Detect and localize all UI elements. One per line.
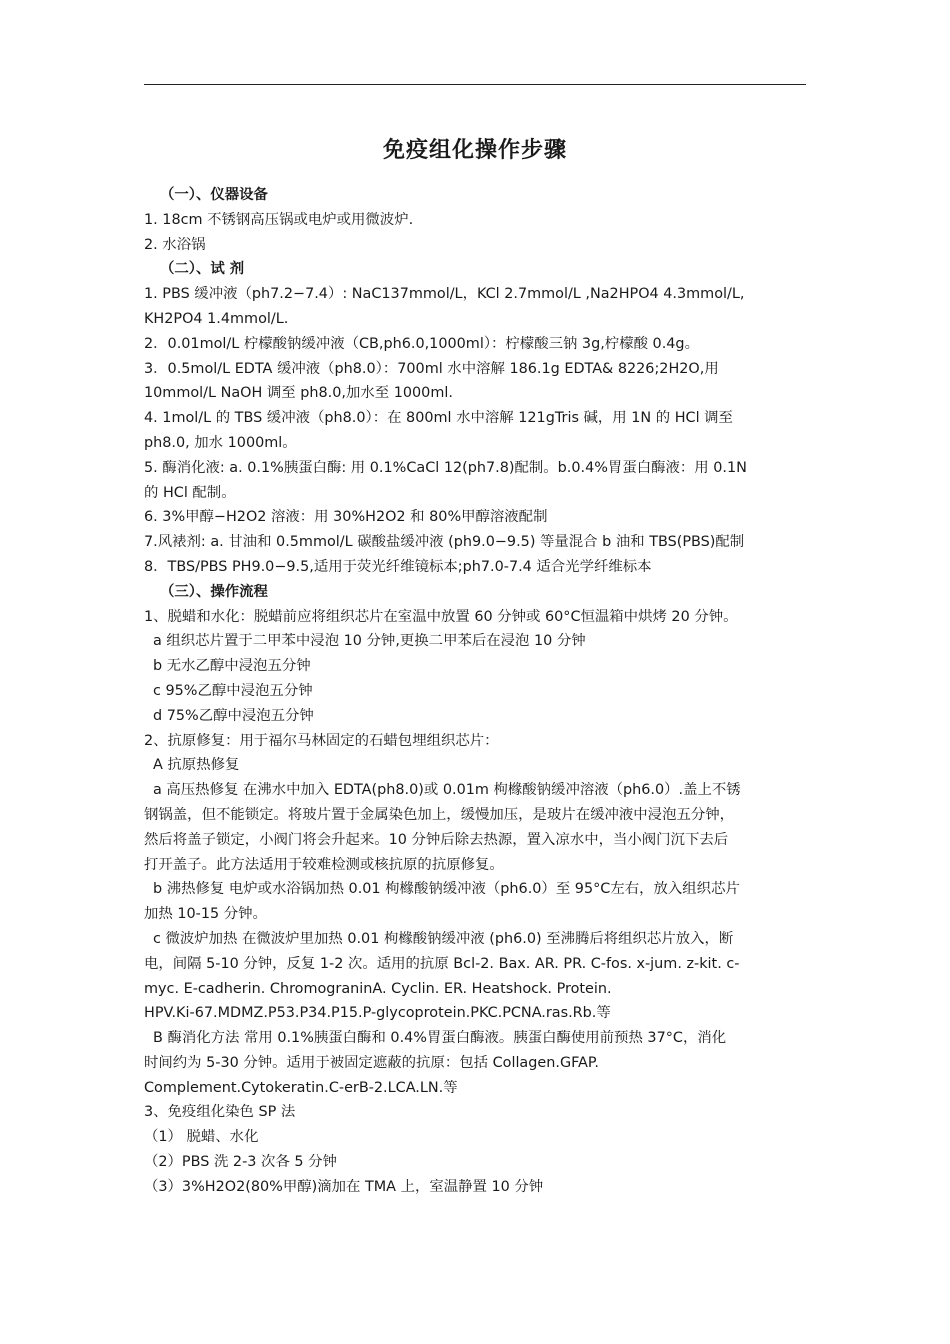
text-line: myc. E-cadherin. ChromograninA. Cyclin. ER. Heatshock. Protein. — [144, 980, 612, 997]
text-line: b 无水乙醇中浸泡五分钟 — [153, 658, 311, 675]
text-line: c 95%乙醇中浸泡五分钟 — [153, 682, 313, 699]
text-line: 3．0.5mol/L EDTA 缓冲液（ph8.0）：700ml 水中溶解 186.1g EDTA& 8226;2H2O,用 — [144, 360, 719, 377]
text-line: 1、脱蜡和水化：脱蜡前应将组织芯片在室温中放置 60 分钟或 60°C恒温箱中烘烤 20 分钟。 — [144, 608, 738, 625]
section-heading: （一）、仪器设备 — [160, 187, 268, 203]
text-line: 2、抗原修复：用于福尔马林固定的石蜡包埋组织芯片： — [144, 732, 499, 749]
text-line: 7.风裱剂: a. 甘油和 0.5mmol/L 碳酸盐缓冲液 (ph9.0−9.5) 等量混合 b 油和 TBS(PBS)配制 — [144, 534, 745, 551]
text-line: a 高压热修复 在沸水中加入 EDTA(ph8.0)或 0.01m 枸橼酸钠缓冲溶液（ph6.0）.盖上不锈 — [153, 782, 741, 799]
text-line: B 酶消化方法 常用 0.1%胰蛋白酶和 0.4%胃蛋白酶液。胰蛋白酶使用前预热 37°C，消化 — [153, 1030, 727, 1047]
text-line: 5. 酶消化液: a. 0.1%胰蛋白酶: 用 0.1%CaCl 12(ph7.8)配制。b.0.4%胃蛋白酶液：用 0.1N — [144, 459, 747, 476]
text-line: 的 HCl 配制。 — [144, 484, 236, 501]
text-line: A 抗原热修复 — [153, 757, 240, 774]
text-line: a 组织芯片置于二甲苯中浸泡 10 分钟,更换二甲苯后在浸泡 10 分钟 — [153, 633, 586, 650]
section-heading: （二）、试 剂 — [160, 261, 245, 278]
text-line: 4. 1mol/L 的 TBS 缓冲液（ph8.0）：在 800ml 水中溶解 121gTris 碱，用 1N 的 HCl 调至 — [144, 410, 733, 427]
document-title: 免疫组化操作步骤 — [382, 138, 567, 163]
text-line: 10mmol/L NaOH 调至 ph8.0,加水至 1000ml. — [144, 385, 453, 402]
section-heading: （三）、操作流程 — [160, 583, 268, 600]
text-line: c 微波炉加热 在微波炉里加热 0.01 枸橼酸钠缓冲液 (ph6.0) 至沸腾后将组织芯片放入，断 — [153, 930, 734, 947]
text-line: （1） 脱蜡、水化 — [144, 1129, 259, 1146]
document-body — [144, 183, 808, 1200]
text-line: 打开盖子。此方法适用于较难检测或核抗原的抗原修复。 — [144, 856, 504, 873]
text-line: 6. 3%甲醇−H2O2 溶液：用 30%H2O2 和 80%甲醇溶液配制 — [144, 509, 548, 526]
text-line: Complement.Cytokeratin.C-erB-2.LCA.LN.等 — [144, 1079, 458, 1096]
text-line: 8．TBS/PBS PH9.0−9.5,适用于荧光纤维镜标本;ph7.0-7.4 适合光学纤维标本 — [144, 558, 652, 575]
text-line: ph8.0, 加水 1000ml。 — [144, 434, 297, 451]
text-line: 3、免疫组化染色 SP 法 — [144, 1104, 296, 1121]
text-line: HPV.Ki-67.MDMZ.P53.P34.P15.P-glycoprotein.PKC.PCNA.ras.Rb.等 — [144, 1005, 611, 1022]
text-line: 时间约为 5-30 分钟。适用于被固定遮蔽的抗原：包括 Collagen.GFAP. — [144, 1054, 599, 1071]
text-line: （2）PBS 洗 2-3 次各 5 分钟 — [144, 1154, 337, 1171]
text-line: 钢锅盖，但不能锁定。将玻片置于金属染色加上，缓慢加压，是玻片在缓冲液中浸泡五分钟， — [144, 806, 735, 823]
text-line: 1. PBS 缓冲液（ph7.2−7.4）: NaC137mmol/L，KCl 2.7mmol/L ,Na2HPO4 4.3mmol/L, — [144, 286, 745, 303]
text-line: 2. 水浴锅 — [144, 236, 206, 253]
text-line: 2．0.01mol/L 柠檬酸钠缓冲液（CB,ph6.0,1000ml）：柠檬酸三钠 3g,柠檬酸 0.4g。 — [144, 335, 699, 352]
text-line: 加热 10-15 分钟。 — [144, 906, 267, 923]
text-line: （3）3%H2O2(80%甲醇)滴加在 TMA 上，室温静置 10 分钟 — [144, 1178, 544, 1195]
text-line: 然后将盖子锁定，小阀门将会升起来。10 分钟后除去热源，置入凉水中，当小阀门沉下去后 — [144, 831, 729, 848]
text-line: d 75%乙醇中浸泡五分钟 — [153, 707, 314, 724]
text-line: 1. 18cm 不锈钢高压锅或电炉或用微波炉. — [144, 211, 414, 228]
text-line: 电，间隔 5-10 分钟，反复 1-2 次。适用的抗原 Bcl-2. Bax. AR. PR. C-fos. x-jum. z-kit. c- — [144, 955, 740, 972]
text-line: b 沸热修复 电炉或水浴锅加热 0.01 枸橼酸钠缓冲液（ph6.0）至 95°C左右，放入组织芯片 — [153, 881, 740, 898]
header-rule — [144, 84, 806, 85]
text-line: KH2PO4 1.4mmol/L. — [144, 310, 289, 327]
